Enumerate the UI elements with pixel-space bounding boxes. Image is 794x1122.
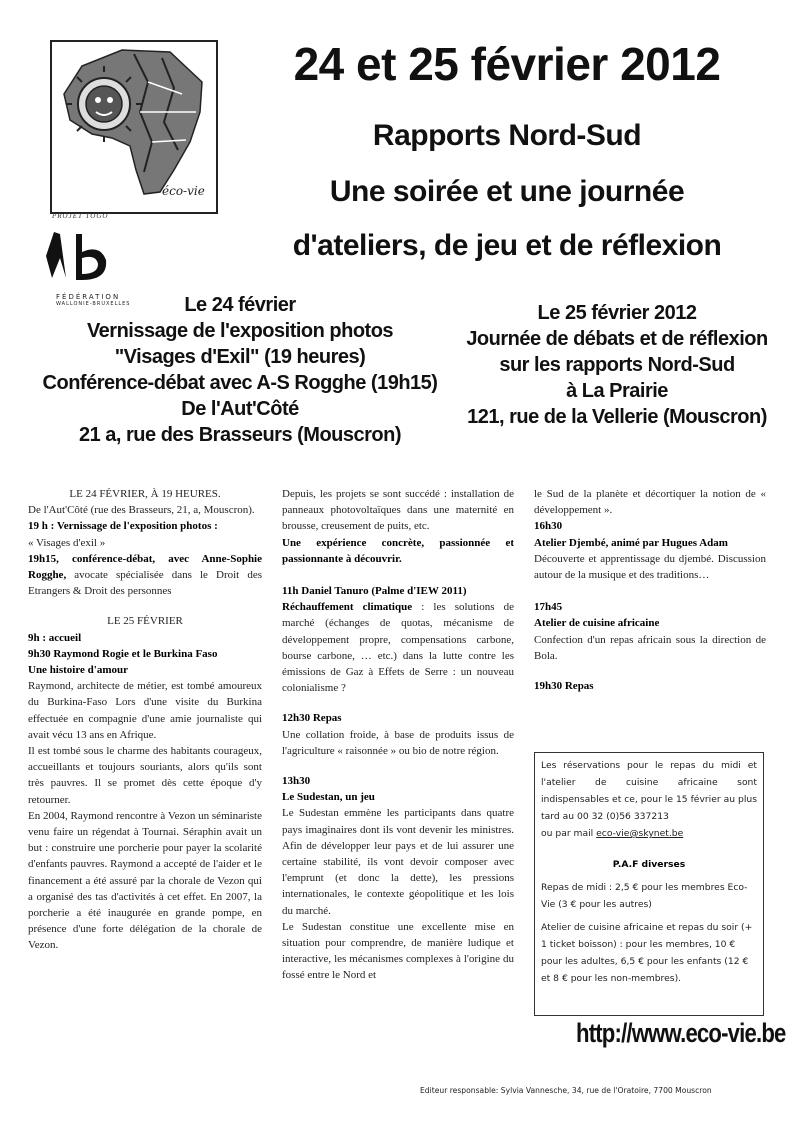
col1-para-2: Il est tombé sous le charme des habitants courageux, accueillants et toujours souriants, alors qu'ils sont très pauvres. Il se promet dès cette époque d'y retourner. — [28, 745, 262, 806]
federation-logo-icon — [40, 226, 120, 288]
col1-conference-rest: avocate spécialisée dans le Droit des Etrangers & Droit des personnes — [28, 569, 262, 598]
col1-venue: De l'Aut'Côté (rue des Brasseurs, 21, a, Mouscron). — [28, 504, 255, 517]
col1-heading-24: LE 24 FÉVRIER, À 19 HEURES. — [69, 488, 221, 500]
subtitle-3: d'ateliers, de jeu et de réflexion — [292, 229, 722, 262]
subtitle-1: Rapports Nord-Sud — [372, 119, 642, 152]
col2-tanuro: 11h Daniel Tanuro (Palme d'IEW 2011) — [282, 585, 467, 598]
federation-line1: FÉDÉRATION — [56, 293, 121, 301]
col3-confection: Confection d'un repas africain sous la direction de Bola. — [534, 633, 766, 662]
col2-experience: Une expérience concrète, passionnée et passionnante à découvrir. — [282, 536, 514, 565]
event-25-line2: Journée de débats et de réflexion — [466, 328, 768, 350]
page-title: 24 et 25 février 2012 — [293, 38, 721, 90]
col1-conference-bold: 19h15, conférence-débat, avec Anne-Sophie Rogghe, — [28, 552, 262, 582]
projet-togo-label: PROJET TOGO — [52, 212, 109, 220]
event-24-line4: Conférence-débat avec A-S Rogghe (19h15) — [42, 372, 438, 394]
event-25-line5: 121, rue de la Vellerie (Mouscron) — [467, 406, 767, 428]
col3-1630: 16h30 — [534, 520, 563, 533]
col2-1330: 13h30 — [282, 775, 311, 788]
event-24-line2: Vernissage de l'exposition photos — [86, 320, 394, 342]
subtitle-2: Une soirée et une journée — [329, 175, 685, 208]
federation-line2: WALLONIE-BRUXELLES — [56, 301, 131, 307]
box-email-link[interactable]: eco-vie@skynet.be — [596, 828, 684, 839]
event-25-date: Le 25 février 2012 — [537, 302, 697, 324]
website-url[interactable]: http://www.eco-vie.be — [576, 1018, 786, 1048]
col3-decouverte: Découverte et apprentissage du djembé. Discussion autour de la musique et des traditions… — [534, 552, 766, 582]
col1-heading-25: LE 25 FÉVRIER — [107, 615, 183, 628]
col2-rechauffement-bold: Réchauffement climatique — [282, 601, 413, 614]
col1-histoire: Une histoire d'amour — [28, 664, 129, 677]
column-1 — [28, 486, 262, 954]
col2-sudestan-1: Le Sudestan emmène les participants dans quatre pays imaginaires dont ils vont devenir les ministres. Afin de développer leur pays et de lui assurer une certaine stabilité, ils vont devoir composer avec l'emprunt (et donc la dette), les pressions internationales, le contexte géopolitique et les lois du marché. — [282, 807, 514, 917]
col3-djembe: Atelier Djembé, animé par Hugues Adam — [534, 536, 728, 549]
reservation-box — [534, 752, 764, 1016]
box-reservations: Les réservations pour le repas du midi et l'atelier de cuisine africaine sont indispensables et ce, pour le 15 février au plus tard au 00 32 (0)56 337213 — [541, 760, 757, 822]
box-paf-heading: P.A.F diverses — [612, 859, 686, 870]
col1-rogie-title: 9h30 Raymond Rogie et le Burkina Faso — [28, 647, 218, 660]
eco-vie-logo — [50, 40, 218, 214]
column-3 — [534, 486, 766, 694]
event-24-date: Le 24 février — [184, 294, 296, 316]
box-mail-prefix: ou par mail — [541, 828, 597, 839]
editor-line: Editeur responsable: Sylvia Vannesche, 34, rue de l'Oratoire, 7700 Mouscron — [420, 1086, 712, 1095]
box-atelier-prix: Atelier de cuisine africaine et repas du soir (+ 1 ticket boisson) : pour les membres, 10 € pour les adultes, 6,5 € pour les enfants (12 € et 8 € pour les non-membres). — [541, 922, 753, 984]
event-25-line3: sur les rapports Nord-Sud — [499, 354, 735, 376]
event-24-line3: "Visages d'Exil" (19 heures) — [114, 346, 366, 368]
col1-para-1: Raymond, architecte de métier, est tombé amoureux du Burkina-Faso Lors d'une visite du Burkina effectuée en compagnie d'une amie journaliste qui avait vécu 13 ans en Afrique. — [28, 680, 262, 741]
box-mail-line — [541, 825, 757, 842]
eco-vie-text: éco-vie — [162, 184, 205, 198]
col3-para-1: le Sud de la planète et décortiquer la notion de « développement ». — [534, 488, 766, 517]
col1-para-3: En 2004, Raymond rencontre à Vezon un séminariste venu faire un régendat à Tournai. Séraphin avait un but : construire une porcherie pour payer la scolarité d'enfants pauvres. Raymond a accepté de l'aider et le financement a été assuré par la chorale de Vezon qui a organisé des tas d'activités à cet effet. En 2007, la porcherie a été inaugurée en grande pompe, en présence d'une forte délégation de la chorale de Vezon. — [28, 809, 262, 952]
event-24-line6: 21 a, rue des Brasseurs (Mouscron) — [78, 424, 401, 446]
event-24-line5: De l'Aut'Côté — [181, 398, 299, 420]
event-25-line4: à La Prairie — [566, 380, 668, 402]
column-2 — [282, 486, 514, 984]
col2-para-1: Depuis, les projets se sont succédé : installation de panneaux photovoltaïques dans une maternité en brousse, creusement de puits, etc. — [282, 488, 514, 533]
col2-rechauffement — [282, 599, 514, 696]
col1-visages: « Visages d'exil » — [28, 536, 106, 549]
col1-accueil: 9h : accueil — [28, 631, 82, 644]
col3-repas-soir: 19h30 Repas — [534, 680, 594, 693]
col2-rechauffement-rest: : les solutions de marché (échanges de quotas, mécanisme de développement propre, compensations carbone, bourse carbone, … etc.) dans la lutte contre les émissions de Gaz à Effets de Serre : un nouveau colonialisme ? — [282, 601, 514, 695]
col2-collation: Une collation froide, à base de produits issus de l'agriculture « raisonnée » ou bio de notre région. — [282, 728, 514, 757]
col2-repas: 12h30 Repas — [282, 712, 342, 725]
event-24-block — [20, 292, 460, 448]
col2-sudestan-title: Le Sudestan, un jeu — [282, 791, 375, 804]
event-25-block — [440, 300, 794, 430]
box-repas-midi: Repas de midi : 2,5 € pour les membres Eco-Vie (3 € pour les autres) — [541, 882, 748, 910]
col1-vernissage: 19 h : Vernissage de l'exposition photos : — [28, 520, 218, 533]
col1-conference — [28, 551, 262, 600]
col3-cuisine-title: Atelier de cuisine africaine — [534, 617, 660, 630]
col3-1745: 17h45 — [534, 601, 563, 614]
col2-sudestan-2: Le Sudestan constitue une excellente mise en situation pour comprendre, de manière ludique et interactive, les mécanismes complexes à l'origine du fossé entre le Nord et — [282, 920, 514, 982]
